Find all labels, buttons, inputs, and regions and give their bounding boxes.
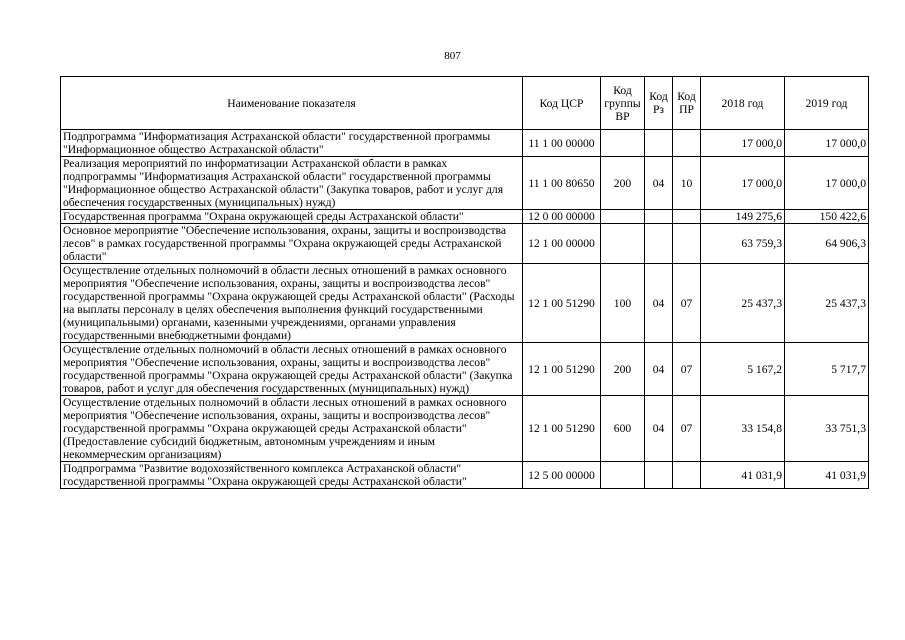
row-rz [645,462,673,489]
row-csr: 12 1 00 00000 [523,224,601,264]
row-2018: 33 154,8 [701,396,785,462]
table-row [61,462,869,489]
header-2018: 2018 год [701,77,785,130]
row-name: Подпрограмма "Развитие водохозяйственного комплекса Астраханской области" государственной программы "Охрана окружающей среды Астраханской области" [61,462,523,489]
row-2019: 25 437,3 [785,264,869,343]
row-name: Осуществление отдельных полномочий в области лесных отношений в рамках основного мероприятия "Обеспечение использования, охраны, защиты и воспроизводства лесов" государственной программы "Охрана окружающей среды Астраханской области" (Закупка товаров, работ и услуг для обеспечения государственных (муниципальных) нужд) [61,343,523,396]
header-pr: Код ПР [673,77,701,130]
row-pr: 07 [673,396,701,462]
table-row [61,224,869,264]
row-pr: 07 [673,264,701,343]
header-name: Наименование показателя [61,77,523,130]
row-rz: 04 [645,157,673,210]
row-vr: 200 [601,343,645,396]
row-csr: 12 1 00 51290 [523,396,601,462]
table-row [61,396,869,462]
row-pr [673,130,701,157]
row-csr: 11 1 00 00000 [523,130,601,157]
header-csr: Код ЦСР [523,77,601,130]
header-rz: Код Рз [645,77,673,130]
row-pr [673,210,701,224]
row-vr [601,462,645,489]
row-2019: 17 000,0 [785,130,869,157]
header-2019: 2019 год [785,77,869,130]
row-csr: 12 5 00 00000 [523,462,601,489]
row-rz [645,210,673,224]
row-2019: 64 906,3 [785,224,869,264]
row-name: Осуществление отдельных полномочий в области лесных отношений в рамках основного мероприятия "Обеспечение использования, охраны, защиты и воспроизводства лесов" государственной программы "Охрана окружающей среды Астраханской области" (Расходы на выплаты персоналу в целях обеспечения выполнения функций государственными (муниципальными) органами, казенными учреждениями, органами управления государственными внебюджетными фондами) [61,264,523,343]
row-2019: 33 751,3 [785,396,869,462]
row-vr: 600 [601,396,645,462]
row-rz: 04 [645,264,673,343]
budget-table [60,76,869,489]
row-2018: 5 167,2 [701,343,785,396]
row-csr: 11 1 00 80650 [523,157,601,210]
row-rz: 04 [645,396,673,462]
row-pr: 10 [673,157,701,210]
row-csr: 12 1 00 51290 [523,264,601,343]
row-pr [673,462,701,489]
row-pr: 07 [673,343,701,396]
header-vr: Код группы ВР [601,77,645,130]
row-csr: 12 0 00 00000 [523,210,601,224]
table-row [61,343,869,396]
row-2019: 41 031,9 [785,462,869,489]
row-2019: 5 717,7 [785,343,869,396]
row-pr [673,224,701,264]
row-name: Государственная программа "Охрана окружающей среды Астраханской области" [61,210,523,224]
row-name: Подпрограмма "Информатизация Астраханской области" государственной программы "Информационное общество Астраханской области" [61,130,523,157]
table-header-row [61,77,869,130]
row-2018: 25 437,3 [701,264,785,343]
row-2018: 63 759,3 [701,224,785,264]
row-name: Осуществление отдельных полномочий в области лесных отношений в рамках основного мероприятия "Обеспечение использования, охраны, защиты и воспроизводства лесов" государственной программы "Охрана окружающей среды Астраханской области" (Предоставление субсидий бюджетным, автономным учреждениям и иным некоммерческим организациям) [61,396,523,462]
table-row [61,210,869,224]
table-row [61,130,869,157]
row-2018: 17 000,0 [701,130,785,157]
row-2019: 17 000,0 [785,157,869,210]
row-csr: 12 1 00 51290 [523,343,601,396]
row-vr [601,210,645,224]
row-name: Основное мероприятие "Обеспечение использования, охраны, защиты и воспроизводства лесов" в рамках государственной программы "Охрана окружающей среды Астраханской области" [61,224,523,264]
row-vr: 100 [601,264,645,343]
row-rz [645,130,673,157]
row-vr [601,130,645,157]
table-row [61,264,869,343]
row-2018: 17 000,0 [701,157,785,210]
table-row [61,157,869,210]
row-name: Реализация мероприятий по информатизации Астраханской области в рамках подпрограммы "Информатизация Астраханской области" государственной программы "Информационное общество Астраханской области" (Закупка товаров, работ и услуг для обеспечения государственных (муниципальных) нужд) [61,157,523,210]
row-vr [601,224,645,264]
row-2019: 150 422,6 [785,210,869,224]
row-vr: 200 [601,157,645,210]
row-rz: 04 [645,343,673,396]
row-rz [645,224,673,264]
row-2018: 41 031,9 [701,462,785,489]
row-2018: 149 275,6 [701,210,785,224]
page-number: 807 [444,50,461,62]
